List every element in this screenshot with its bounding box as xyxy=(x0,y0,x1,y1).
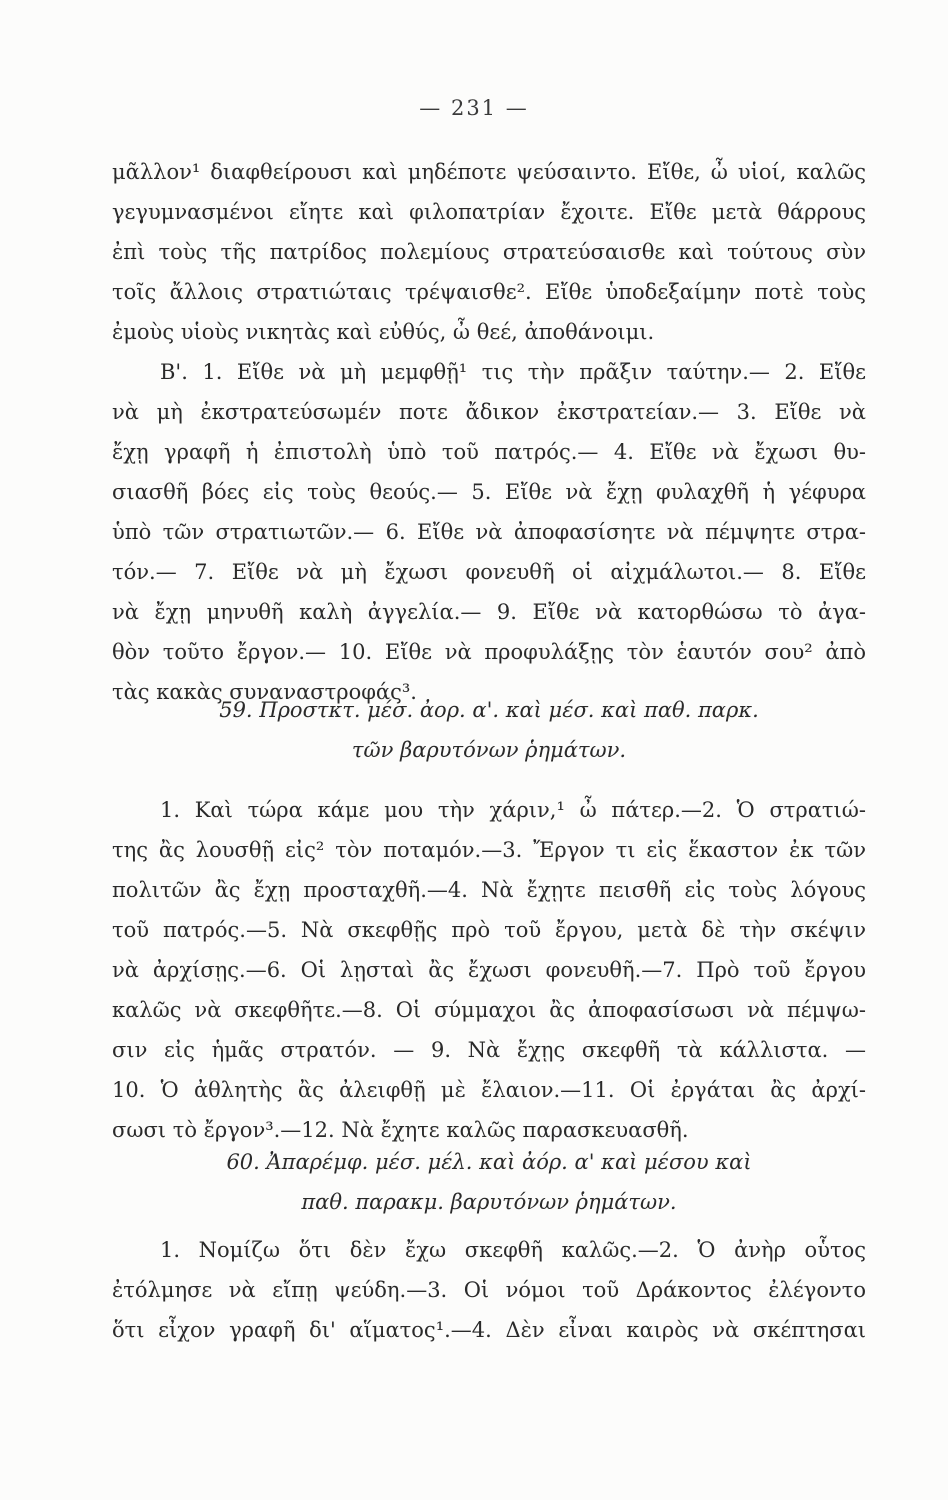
text-line: θὸν τοῦτο ἔργον.— 10. Εἴθε νὰ προφυλάξῃς τὸν ἑαυτόν σου² ἀπὸ xyxy=(112,640,866,664)
text-line: σωσι τὸ ἔργον³.—12. Νὰ ἔχητε καλῶς παρασκευασθῆ. xyxy=(112,1118,689,1142)
text-line: ἐμοὺς υἱοὺς νικητὰς καὶ εὐθύς, ὦ θεέ, ἀποθάνοιμι. xyxy=(112,320,655,344)
text-line: ἔχῃ γραφῆ ἡ ἐπιστολὴ ὑπὸ τοῦ πατρός.— 4. Εἴθε νὰ ἔχωσι θυ- xyxy=(112,440,866,464)
text-line: 1. Νομίζω ὅτι δὲν ἔχω σκεφθῆ καλῶς.—2. Ὁ ἀνὴρ οὗτος xyxy=(160,1238,866,1262)
exercise-59 xyxy=(112,790,866,1150)
text-line: τὰς κακὰς συναναστροφάς³. xyxy=(112,680,417,704)
text-line: μᾶλλον¹ διαφθείρουσι καὶ μηδέποτε ψεύσαιντο. Εἴθε, ὦ υἱοί, καλῶς xyxy=(112,160,866,184)
text-line: 10. Ὁ ἀθλητὴς ἂς ἀλειφθῇ μὲ ἔλαιον.—11. Οἱ ἐργάται ἂς ἀρχί- xyxy=(112,1078,866,1102)
text-line: τοῦ πατρός.—5. Νὰ σκεφθῇς πρὸ τοῦ ἔργου, μετὰ δὲ τὴν σκέψιν xyxy=(112,918,866,942)
text-line: της ἂς λουσθῇ εἰς² τὸν ποταμόν.—3. Ἔργον τι εἰς ἕκαστον ἐκ τῶν xyxy=(112,838,866,862)
text-line: νὰ ἀρχίσῃς.—6. Οἱ λῃσταὶ ἂς ἔχωσι φονευθῆ.—7. Πρὸ τοῦ ἔργου xyxy=(112,958,866,982)
text-line: γεγυμνασμένοι εἴητε καὶ φιλοπατρίαν ἔχοιτε. Εἴθε μετὰ θάρρους xyxy=(112,200,866,224)
text-line: Β'. 1. Εἴθε νὰ μὴ μεμφθῇ¹ τις τὴν πρᾶξιν ταύτην.— 2. Εἴθε xyxy=(160,360,866,384)
text-line: νὰ μὴ ἐκστρατεύσωμέν ποτε ἄδικον ἐκστρατείαν.— 3. Εἴθε νὰ xyxy=(112,400,866,424)
text-line: τόν.— 7. Εἴθε νὰ μὴ ἔχωσι φονευθῆ οἱ αἰχμάλωτοι.— 8. Εἴθε xyxy=(112,560,866,584)
heading-line: 60. Ἀπαρέμφ. μέσ. μέλ. καὶ ἀόρ. α' καὶ μέσου καὶ xyxy=(226,1150,752,1174)
text-line: ὑπὸ τῶν στρατιωτῶν.— 6. Εἴθε νὰ ἀποφασίσητε νὰ πέμψητε στρα- xyxy=(112,520,866,544)
text-line: τοῖς ἄλλοις στρατιώταις τρέψαισθε². Εἴθε ὑποδεξαίμην ποτὲ τοὺς xyxy=(112,280,866,304)
heading-line: παθ. παρακμ. βαρυτόνων ῥημάτων. xyxy=(301,1190,677,1214)
heading-line: τῶν βαρυτόνων ῥημάτων. xyxy=(351,738,627,762)
text-line: πολιτῶν ἂς ἔχῃ προσταχθῆ.—4. Νὰ ἔχῃτε πεισθῆ εἰς τοὺς λόγους xyxy=(112,878,866,902)
text-line: ἐπὶ τοὺς τῆς πατρίδος πολεμίους στρατεύσαισθε καὶ τούτους σὺν xyxy=(112,240,866,264)
text-line: καλῶς νὰ σκεφθῆτε.—8. Οἱ σύμμαχοι ἂς ἀποφασίσωσι νὰ πέμψω- xyxy=(112,998,866,1022)
text-line: ἐτόλμησε νὰ εἴπῃ ψεύδη.—3. Οἱ νόμοι τοῦ Δράκοντος ἐλέγοντο xyxy=(112,1278,866,1302)
section-heading-59 xyxy=(112,690,866,770)
exercise-60 xyxy=(112,1230,866,1350)
text-line: νὰ ἔχῃ μηνυθῆ καλὴ ἀγγελία.— 9. Εἴθε νὰ κατορθώσω τὸ ἀγα- xyxy=(112,600,866,624)
text-line: σιν εἰς ἡμᾶς στρατόν. — 9. Νὰ ἔχῃς σκεφθῆ τὰ κάλλιστα. — xyxy=(112,1038,866,1062)
page-number: — 231 — xyxy=(419,96,529,120)
section-heading-60 xyxy=(112,1142,866,1222)
paragraph-continuation xyxy=(112,152,866,712)
text-line: ὅτι εἶχον γραφῆ δι' αἵματος¹.—4. Δὲν εἶναι καιρὸς νὰ σκέπτησαι xyxy=(112,1318,866,1342)
heading-line: 59. Προστκτ. μέσ. ἀορ. α'. καὶ μέσ. καὶ παθ. παρκ. xyxy=(219,698,759,722)
text-line: σιασθῆ βόες εἰς τοὺς θεούς.— 5. Εἴθε νὰ ἔχῃ φυλαχθῆ ἡ γέφυρα xyxy=(112,480,866,504)
text-line: 1. Καὶ τώρα κάμε μου τὴν χάριν,¹ ὦ πάτερ.—2. Ὁ στρατιώ- xyxy=(160,798,866,822)
